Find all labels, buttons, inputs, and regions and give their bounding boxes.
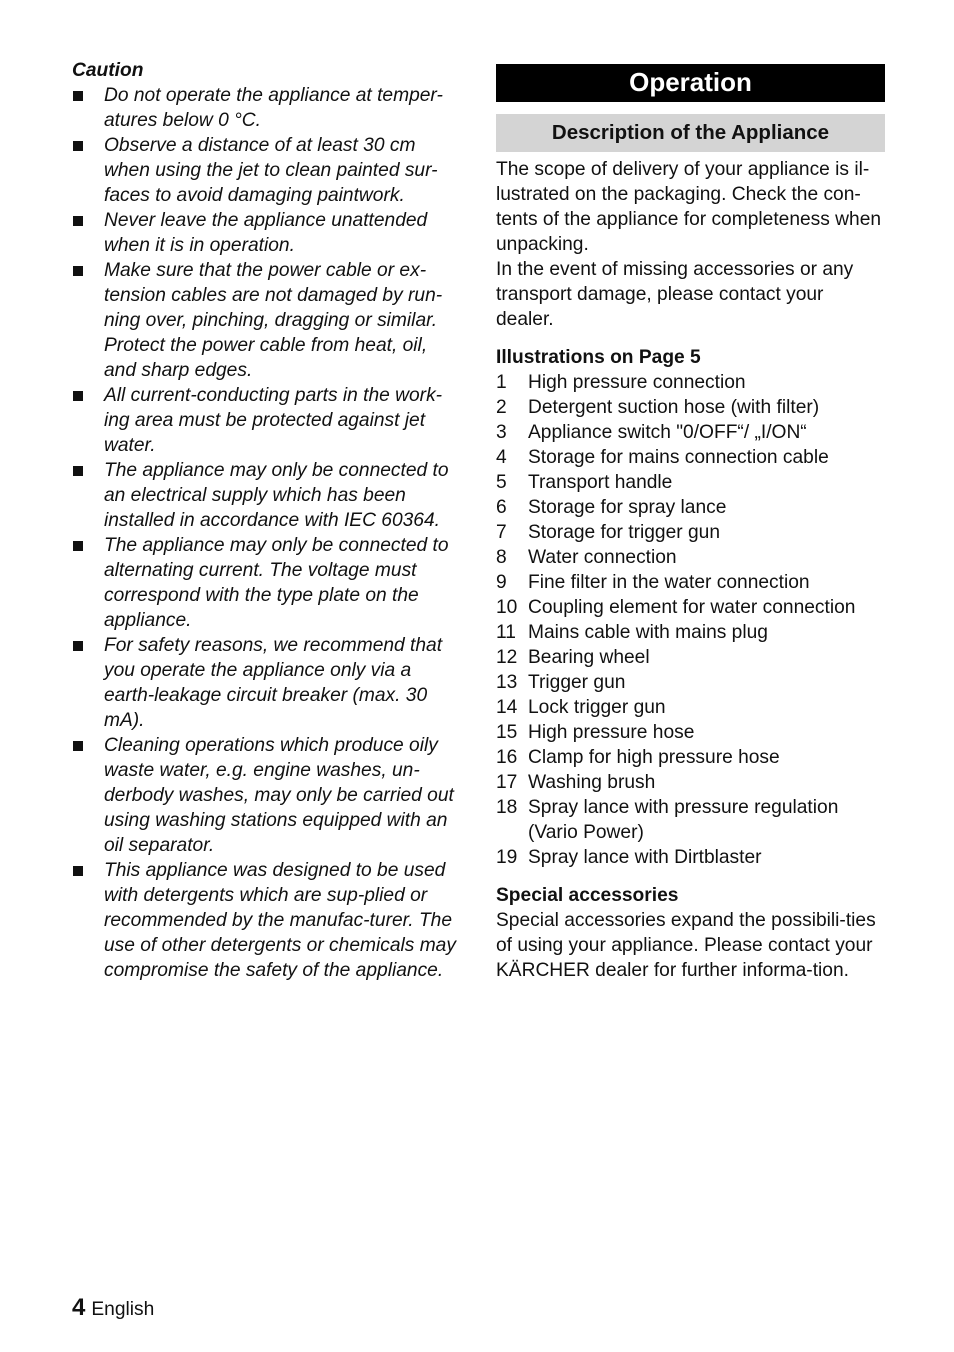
- item-label: Coupling element for water connection: [528, 597, 856, 618]
- item-label: Washing brush: [528, 772, 656, 793]
- item-label: Detergent suction hose (with filter): [528, 397, 820, 418]
- square-bullet-icon: [73, 141, 83, 151]
- caution-section: [72, 58, 462, 983]
- list-item: [496, 670, 885, 695]
- item-label: Storage for spray lance: [528, 497, 727, 518]
- operation-section: [496, 64, 885, 983]
- caution-item: [72, 733, 462, 858]
- list-item: [496, 620, 885, 645]
- square-bullet-icon: [73, 741, 83, 751]
- special-accessories-heading: Special accessories: [496, 885, 679, 906]
- item-label: Spray lance with Dirtblaster: [528, 847, 762, 868]
- item-number: 9: [496, 572, 507, 593]
- item-number: 10: [496, 597, 518, 618]
- item-label: High pressure hose: [528, 722, 695, 743]
- item-label: Fine filter in the water connection: [528, 572, 810, 593]
- caution-heading: Caution: [72, 60, 144, 81]
- list-item: [496, 520, 885, 545]
- special-accessories-text: Special accessories expand the possibili-ties of using your appliance. Please contact your KÄRCHER dealer for further informa-tion.: [496, 910, 876, 981]
- caution-text: Do not operate the appliance at temper-​atures below 0 °C.: [104, 85, 443, 131]
- list-item: [496, 445, 885, 470]
- caution-item: [72, 858, 462, 983]
- list-item: [496, 370, 885, 395]
- item-number: 7: [496, 522, 507, 543]
- item-label: High pressure connection: [528, 372, 746, 393]
- item-number: 15: [496, 722, 518, 743]
- list-item: [496, 845, 885, 870]
- intro-paragraph: The scope of delivery of your appliance is il-lustrated on the packaging. Check the con-tents of the appliance for completeness when unpacking.: [496, 159, 882, 255]
- item-label: Water connection: [528, 547, 677, 568]
- item-label: Clamp for high pressure hose: [528, 747, 780, 768]
- caution-item: [72, 383, 462, 458]
- item-label: Mains cable with mains plug: [528, 622, 768, 643]
- caution-text: Cleaning operations which produce oily waste water, e.g. engine washes, un-derbody washes, may only be carried out using washing stations equipped with an oil separator.: [104, 735, 454, 856]
- illustrations-list: [496, 370, 885, 870]
- item-number: 17: [496, 772, 518, 793]
- list-item: [496, 495, 885, 520]
- caution-text: The appliance may only be connected to an electrical supply which has been installed in accordance with IEC 60364.: [104, 460, 449, 531]
- footer-language: English: [91, 1299, 155, 1320]
- caution-text: Observe a distance of at least 30 cm when using the jet to clean painted sur-faces to avoid damaging paintwork.: [104, 135, 438, 206]
- list-item: [496, 395, 885, 420]
- caution-item: [72, 633, 462, 733]
- item-number: 4: [496, 447, 507, 468]
- list-item: [496, 795, 885, 845]
- list-item: [496, 570, 885, 595]
- item-number: 6: [496, 497, 507, 518]
- item-label: Appliance switch "0/OFF“/ „I/ON“: [528, 422, 807, 443]
- subsection-title: Description of the Appliance: [496, 114, 885, 152]
- caution-text: Never leave the appliance unattended when it is in operation.: [104, 210, 428, 256]
- item-number: 19: [496, 847, 518, 868]
- item-label: Lock trigger gun: [528, 697, 666, 718]
- caution-item: [72, 208, 462, 258]
- square-bullet-icon: [73, 541, 83, 551]
- item-number: 2: [496, 397, 507, 418]
- item-label: Storage for mains connection cable: [528, 447, 829, 468]
- item-label: Trigger gun: [528, 672, 626, 693]
- square-bullet-icon: [73, 91, 83, 101]
- square-bullet-icon: [73, 266, 83, 276]
- item-label: Storage for trigger gun: [528, 522, 720, 543]
- square-bullet-icon: [73, 391, 83, 401]
- item-number: 3: [496, 422, 507, 443]
- item-number: 8: [496, 547, 507, 568]
- caution-item: [72, 258, 462, 383]
- item-number: 13: [496, 672, 518, 693]
- item-label: Spray lance with pressure regulation (Vario Power): [528, 797, 839, 843]
- caution-text: This appliance was designed to be used with detergents which are sup-plied or recommended by the manufac-turer. The use of other detergents or chemicals may compromise the safety of the appliance.: [104, 860, 456, 981]
- list-item: [496, 695, 885, 720]
- item-number: 11: [496, 622, 516, 643]
- square-bullet-icon: [73, 866, 83, 876]
- caution-text: Make sure that the power cable or ex-tension cables are not damaged by run-ning over, pinching, dragging or similar. Protect the power cable from heat, oil, and sharp edges.: [104, 260, 443, 381]
- square-bullet-icon: [73, 216, 83, 226]
- list-item: [496, 545, 885, 570]
- caution-item: [72, 133, 462, 208]
- item-number: 14: [496, 697, 518, 718]
- caution-list: [72, 83, 462, 983]
- list-item: [496, 770, 885, 795]
- list-item: [496, 420, 885, 445]
- list-item: [496, 645, 885, 670]
- intro-paragraph: In the event of missing accessories or any transport damage, please contact your dealer.: [496, 259, 854, 330]
- item-label: Bearing wheel: [528, 647, 650, 668]
- list-item: [496, 720, 885, 745]
- item-label: Transport handle: [528, 472, 673, 493]
- illustrations-heading: Illustrations on Page 5: [496, 347, 701, 368]
- item-number: 5: [496, 472, 507, 493]
- item-number: 1: [496, 372, 507, 393]
- list-item: [496, 595, 885, 620]
- square-bullet-icon: [73, 641, 83, 651]
- square-bullet-icon: [73, 466, 83, 476]
- caution-item: [72, 83, 462, 133]
- page-footer: [72, 1294, 154, 1324]
- caution-text: For safety reasons, we recommend that you operate the appliance only via a earth-leakage circuit breaker (max. 30 mA).: [104, 635, 443, 731]
- item-number: 12: [496, 647, 518, 668]
- caution-item: [72, 533, 462, 633]
- list-item: [496, 745, 885, 770]
- item-number: 16: [496, 747, 518, 768]
- caution-text: All current-conducting parts in the work-ing area must be protected against jet water.: [104, 385, 443, 456]
- item-number: 18: [496, 797, 518, 818]
- caution-text: The appliance may only be connected to alternating current. The voltage must correspond with the type plate on the appliance.: [104, 535, 449, 631]
- list-item: [496, 470, 885, 495]
- caution-item: [72, 458, 462, 533]
- page-number: 4: [72, 1294, 86, 1321]
- section-title: Operation: [496, 64, 885, 102]
